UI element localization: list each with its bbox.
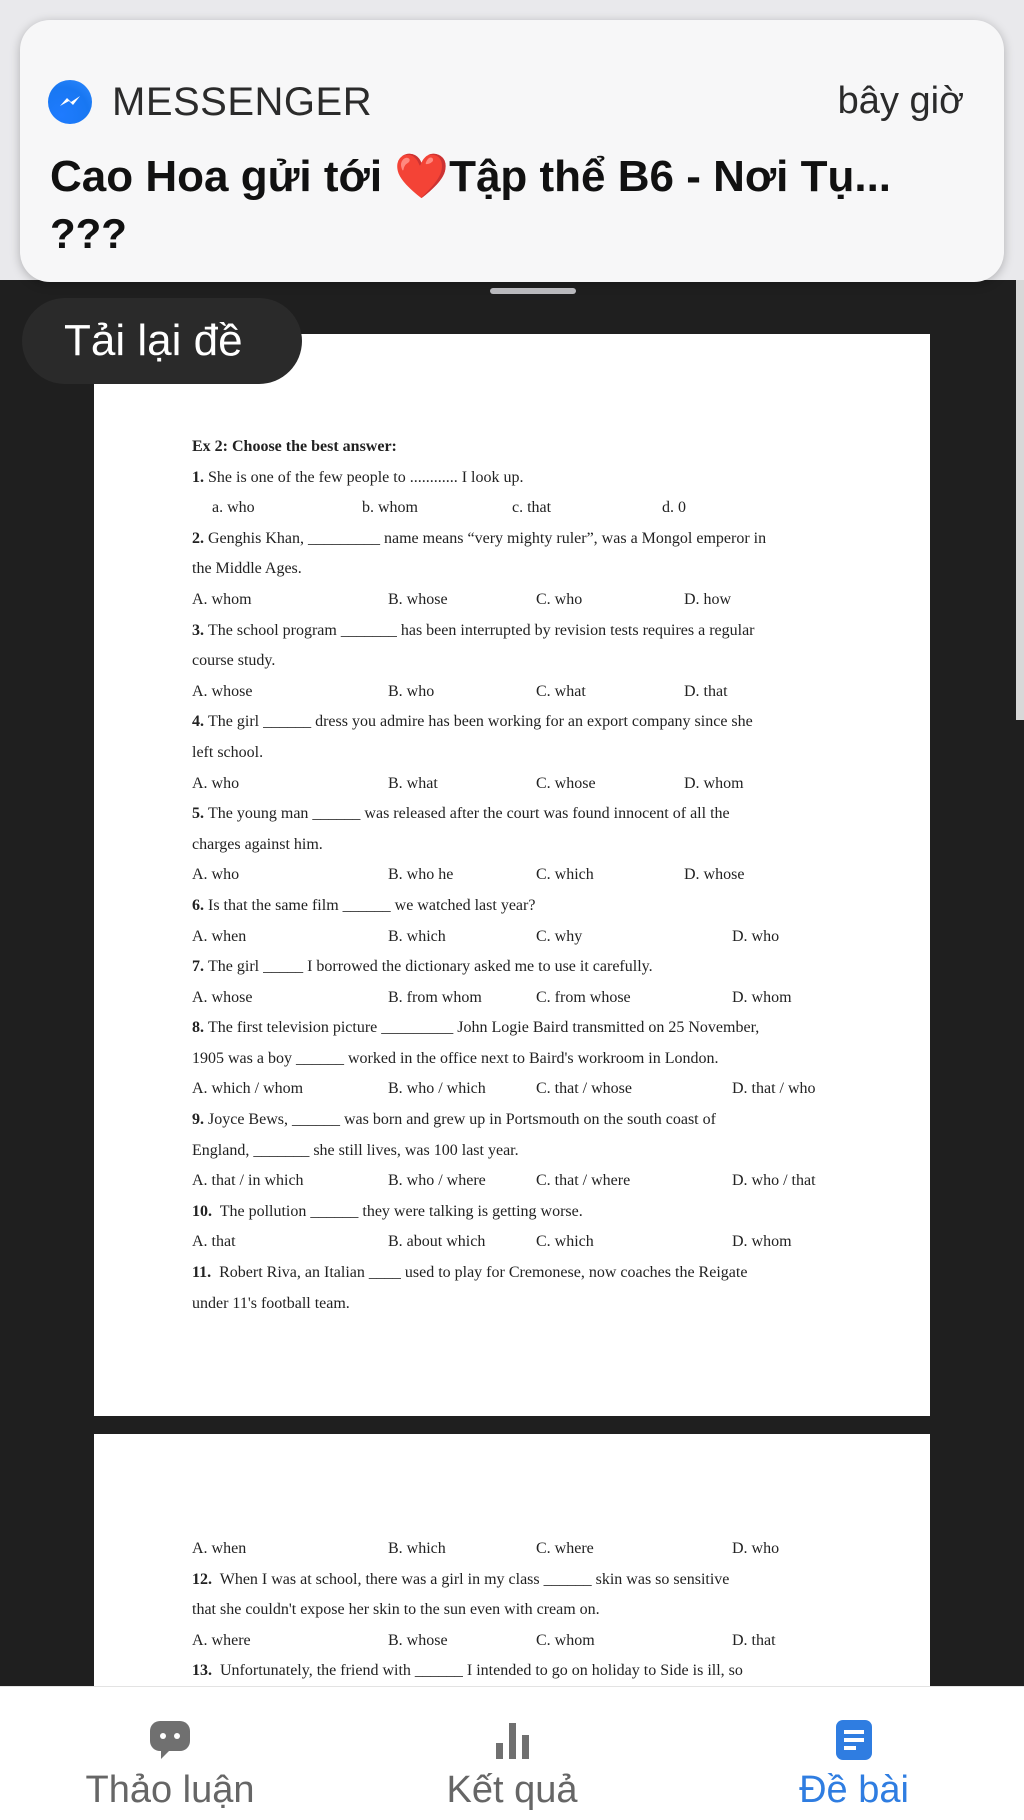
- answer-options: [192, 922, 832, 953]
- answer-option[interactable]: b. whom: [362, 499, 418, 517]
- answer-option[interactable]: D. that: [684, 682, 728, 700]
- answer-options: [192, 983, 832, 1014]
- notification-drag-handle[interactable]: [490, 288, 576, 294]
- notification-app: [48, 78, 372, 126]
- question-line: [192, 1656, 832, 1687]
- exam-page-2-content: [192, 1534, 832, 1687]
- question-number: 12.: [192, 1570, 212, 1588]
- answer-option[interactable]: C. from whose: [536, 988, 631, 1006]
- answer-option[interactable]: A. that / in which: [192, 1172, 304, 1190]
- question-text: Unfortunately, the friend with ______ I intended to go on holiday to Side is ill, so: [216, 1662, 743, 1680]
- answer-option[interactable]: A. whose: [192, 682, 253, 700]
- answer-option[interactable]: C. whose: [536, 774, 596, 792]
- answer-option[interactable]: A. who: [192, 866, 240, 884]
- question-text: course study.: [192, 652, 276, 670]
- notification-group: Tập thể B6 - Nơi Tụ...: [449, 152, 892, 201]
- tab-results-label: Kết quả: [446, 1769, 578, 1811]
- answer-option[interactable]: B. about which: [388, 1233, 486, 1251]
- question-text: charges against him.: [192, 835, 323, 853]
- answer-option[interactable]: D. who / that: [732, 1172, 816, 1190]
- answer-option[interactable]: B. whose: [388, 590, 448, 608]
- question-number: 13.: [192, 1662, 212, 1680]
- answer-option[interactable]: D. how: [684, 590, 732, 608]
- question-line: [192, 799, 832, 830]
- question-line: [192, 707, 832, 738]
- answer-options: [192, 493, 832, 524]
- answer-options: [192, 1534, 832, 1565]
- question-continuation: [192, 1136, 832, 1167]
- answer-option[interactable]: B. which: [388, 927, 446, 945]
- tab-exam[interactable]: [704, 1687, 1004, 1820]
- answer-options: [192, 860, 832, 891]
- answer-option[interactable]: D. whom: [732, 988, 792, 1006]
- question-text: that she couldn't expose her skin to the sun even with cream on.: [192, 1601, 600, 1619]
- question-text: the Middle Ages.: [192, 560, 302, 578]
- notification-body: ???: [50, 210, 127, 257]
- answer-option[interactable]: A. which / whom: [192, 1080, 304, 1098]
- answer-option[interactable]: D. that / who: [732, 1080, 816, 1098]
- tab-discuss-label: Thảo luận: [85, 1769, 255, 1811]
- heart-icon: ❤️: [394, 152, 450, 201]
- answer-option[interactable]: B. who he: [388, 866, 454, 884]
- question-continuation: [192, 830, 832, 861]
- answer-option[interactable]: C. that / where: [536, 1172, 631, 1190]
- question-text: She is one of the few people to ............ I look up.: [208, 468, 524, 486]
- notification-app-name: MESSENGER: [112, 79, 373, 124]
- answer-options: [192, 1074, 832, 1105]
- answer-option[interactable]: A. where: [192, 1631, 251, 1649]
- answer-option[interactable]: B. who / where: [388, 1172, 486, 1190]
- question-text: Joyce Bews, ______ was born and grew up in Portsmouth on the south coast of: [208, 1111, 716, 1129]
- reload-exam-button[interactable]: Tải lại đề: [22, 298, 302, 384]
- question-number: 2.: [192, 529, 204, 547]
- question-number: 10.: [192, 1202, 212, 1220]
- answer-option[interactable]: c. that: [512, 499, 552, 517]
- question-text: The girl ______ dress you admire has been working for an export company since she: [208, 713, 753, 731]
- question-line: [192, 1105, 832, 1136]
- question-line: [192, 463, 832, 494]
- answer-option[interactable]: d. 0: [662, 499, 686, 517]
- answer-options: [192, 677, 832, 708]
- messenger-notification[interactable]: [20, 20, 1004, 282]
- question-continuation: [192, 1289, 832, 1320]
- exam-page-1-content: [192, 432, 832, 1319]
- bar-chart-icon: [489, 1717, 535, 1763]
- question-number: 9.: [192, 1111, 204, 1129]
- notification-time: bây giờ: [837, 80, 964, 122]
- answer-option[interactable]: A. that: [192, 1233, 236, 1251]
- question-text: Genghis Khan, _________ name means “very mighty ruler”, was a Mongol emperor in: [208, 529, 767, 547]
- answer-option[interactable]: D. that: [732, 1631, 776, 1649]
- question-line: [192, 1565, 832, 1596]
- answer-option[interactable]: D. whom: [732, 1233, 792, 1251]
- answer-option[interactable]: D. who: [732, 927, 780, 945]
- answer-option[interactable]: A. when: [192, 1540, 247, 1557]
- question-text: The young man ______ was released after the court was found innocent of all the: [208, 805, 730, 823]
- answer-option[interactable]: A. when: [192, 927, 247, 945]
- notification-title: [50, 150, 891, 202]
- bottom-nav: [0, 1686, 1024, 1820]
- document-icon: [831, 1717, 877, 1763]
- question-text: The pollution ______ they were talking is getting worse.: [216, 1202, 583, 1220]
- question-line: [192, 952, 832, 983]
- tab-discuss[interactable]: [20, 1687, 320, 1820]
- messenger-icon: [48, 80, 92, 124]
- question-text: 1905 was a boy ______ worked in the office next to Baird's workroom in London.: [192, 1049, 719, 1067]
- question-number: 3.: [192, 621, 204, 639]
- question-line: [192, 1013, 832, 1044]
- answer-option[interactable]: C. why: [536, 927, 583, 945]
- question-continuation: [192, 1595, 832, 1626]
- question-text: England, _______ she still lives, was 100 last year.: [192, 1141, 519, 1159]
- question-text: under 11's football team.: [192, 1294, 350, 1312]
- question-continuation: [192, 646, 832, 677]
- question-continuation: [192, 738, 832, 769]
- answer-option[interactable]: A. whom: [192, 590, 252, 608]
- question-text: left school.: [192, 743, 264, 761]
- answer-option[interactable]: C. where: [536, 1540, 594, 1557]
- question-text: Is that the same film ______ we watched last year?: [208, 896, 536, 914]
- answer-options: [192, 1227, 832, 1258]
- question-number: 11.: [192, 1264, 212, 1282]
- question-text: When I was at school, there was a girl in my class ______ skin was so sensitive: [216, 1570, 730, 1588]
- chat-icon: [147, 1717, 193, 1763]
- question-line: [192, 1258, 832, 1289]
- answer-option[interactable]: C. that / whose: [536, 1080, 632, 1098]
- question-continuation: [192, 554, 832, 585]
- answer-option[interactable]: A. who: [192, 774, 240, 792]
- answer-options: [192, 769, 832, 800]
- notification-sender: Cao Hoa gửi tới: [50, 152, 395, 201]
- tab-results[interactable]: [362, 1687, 662, 1820]
- question-text: The first television picture _________ John Logie Baird transmitted on 25 November,: [208, 1019, 760, 1037]
- answer-option[interactable]: B. from whom: [388, 988, 482, 1006]
- answer-option[interactable]: A. whose: [192, 988, 253, 1006]
- exam-page-1: [94, 334, 930, 1416]
- question-number: 8.: [192, 1019, 204, 1037]
- question-line: [192, 524, 832, 555]
- question-text: The school program _______ has been interrupted by revision tests requires a regular: [208, 621, 755, 639]
- question-number: 7.: [192, 958, 204, 976]
- question-number: 4.: [192, 713, 204, 731]
- answer-option[interactable]: C. which: [536, 866, 594, 884]
- answer-option[interactable]: C. who: [536, 590, 583, 608]
- question-line: [192, 616, 832, 647]
- answer-option[interactable]: D. whom: [684, 774, 744, 792]
- question-line: [192, 891, 832, 922]
- question-text: Robert Riva, an Italian ____ used to play for Cremonese, now coaches the Reigate: [215, 1264, 748, 1282]
- answer-option[interactable]: B. who: [388, 682, 435, 700]
- question-continuation: [192, 1044, 832, 1075]
- scrollbar[interactable]: [1016, 280, 1024, 720]
- answer-option[interactable]: a. who: [212, 499, 255, 517]
- answer-options: [192, 1626, 832, 1657]
- answer-option[interactable]: C. what: [536, 682, 586, 700]
- answer-option[interactable]: B. who / which: [388, 1080, 486, 1098]
- question-number: 6.: [192, 896, 204, 914]
- answer-options: [192, 585, 832, 616]
- answer-option[interactable]: B. which: [388, 1540, 446, 1557]
- answer-option[interactable]: C. which: [536, 1233, 594, 1251]
- question-number: 1.: [192, 468, 204, 486]
- answer-options: [192, 1166, 832, 1197]
- answer-option[interactable]: D. who: [732, 1540, 780, 1557]
- answer-option[interactable]: B. whose: [388, 1631, 448, 1649]
- answer-option[interactable]: B. what: [388, 774, 438, 792]
- answer-option[interactable]: D. whose: [684, 866, 745, 884]
- exercise-title: Ex 2: Choose the best answer:: [192, 438, 397, 455]
- tab-exam-label: Đề bài: [799, 1769, 909, 1811]
- answer-option[interactable]: C. whom: [536, 1631, 595, 1649]
- question-number: 5.: [192, 805, 204, 823]
- question-line: [192, 1197, 832, 1228]
- question-text: The girl _____ I borrowed the dictionary asked me to use it carefully.: [208, 958, 653, 976]
